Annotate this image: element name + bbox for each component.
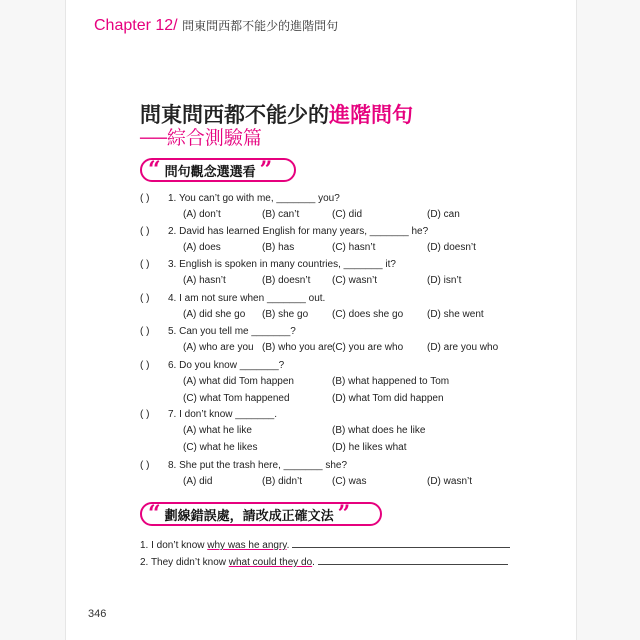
answer-option[interactable]: (C) what he likes bbox=[183, 442, 258, 453]
answer-option[interactable]: (A) did she go bbox=[183, 309, 246, 320]
question-text: 3. English is spoken in many countries, _______ it? bbox=[168, 259, 396, 270]
answer-option[interactable]: (C) what Tom happened bbox=[183, 393, 290, 404]
answer-option[interactable]: (D) what Tom did happen bbox=[332, 393, 444, 404]
answer-blank[interactable]: ( ) bbox=[140, 293, 150, 304]
correction-pre: 1. I don’t know bbox=[140, 540, 208, 551]
question-stem bbox=[140, 409, 277, 421]
answer-option[interactable]: (D) he likes what bbox=[332, 442, 407, 453]
correction-underlined: what could they do bbox=[228, 557, 313, 568]
question-text: 8. She put the trash here, _______ she? bbox=[168, 460, 348, 471]
question-text: 4. I am not sure when _______ out. bbox=[168, 293, 326, 304]
question-text: 5. Can you tell me _______? bbox=[168, 326, 296, 337]
answer-option[interactable]: (B) didn’t bbox=[262, 476, 303, 487]
answer-option[interactable]: (C) wasn’t bbox=[332, 275, 378, 286]
page-title bbox=[140, 104, 413, 128]
chapter-slash: / bbox=[173, 17, 178, 34]
answer-option[interactable]: (C) was bbox=[332, 476, 367, 487]
section-heading-choice bbox=[140, 158, 296, 182]
answer-option[interactable]: (B) what happened to Tom bbox=[332, 376, 450, 387]
quote-close-icon: ” bbox=[259, 157, 273, 183]
answer-blank[interactable]: ( ) bbox=[140, 193, 150, 204]
answer-option[interactable]: (A) what he like bbox=[183, 425, 252, 436]
chapter-title: 問東問西都不能少的進階問句 bbox=[182, 19, 339, 33]
question-stem bbox=[140, 226, 428, 238]
answer-option[interactable]: (D) are you who bbox=[427, 342, 499, 353]
title-main: 問東問西都不能少的 bbox=[140, 104, 329, 127]
answer-option[interactable]: (A) did bbox=[183, 476, 213, 487]
answer-blank[interactable]: ( ) bbox=[140, 460, 150, 471]
answer-option[interactable]: (D) can bbox=[427, 209, 460, 220]
answer-option[interactable]: (B) what does he like bbox=[332, 425, 426, 436]
answer-blank[interactable]: ( ) bbox=[140, 259, 150, 270]
answer-line[interactable] bbox=[318, 555, 508, 565]
question-stem bbox=[140, 193, 340, 205]
page-number: 346 bbox=[88, 608, 107, 620]
correction-item bbox=[140, 555, 508, 569]
answer-blank[interactable]: ( ) bbox=[140, 360, 150, 371]
answer-option[interactable]: (B) she go bbox=[262, 309, 309, 320]
answer-option[interactable]: (A) what did Tom happen bbox=[183, 376, 294, 387]
answer-blank[interactable]: ( ) bbox=[140, 226, 150, 237]
answer-option[interactable]: (D) isn’t bbox=[427, 275, 462, 286]
question-stem bbox=[140, 460, 347, 472]
quote-open-icon: “ bbox=[148, 157, 161, 183]
answer-option[interactable]: (D) she went bbox=[427, 309, 484, 320]
question-text: 7. I don’t know _______. bbox=[168, 409, 277, 420]
answer-option[interactable]: (A) hasn’t bbox=[183, 275, 226, 286]
section-heading-label: 劃線錯誤處，請改成正確文法 bbox=[164, 507, 334, 523]
chapter-header bbox=[94, 17, 338, 35]
question-stem bbox=[140, 360, 284, 372]
right-margin bbox=[576, 0, 640, 640]
question-text: 6. Do you know _______? bbox=[168, 360, 285, 371]
title-highlight: 進階問句 bbox=[329, 104, 413, 127]
page-subtitle: ──綜合測驗篇 bbox=[140, 128, 262, 149]
answer-blank[interactable]: ( ) bbox=[140, 326, 150, 337]
answer-line[interactable] bbox=[292, 538, 510, 548]
question-stem bbox=[140, 293, 325, 305]
correction-post: . bbox=[312, 557, 315, 568]
quote-close-icon: ” bbox=[337, 501, 351, 527]
correction-underlined: why was he angry bbox=[207, 540, 287, 551]
correction-pre: 2. They didn’t know bbox=[140, 557, 229, 568]
answer-blank[interactable]: ( ) bbox=[140, 409, 150, 420]
answer-option[interactable]: (C) did bbox=[332, 209, 363, 220]
quote-open-icon: “ bbox=[148, 501, 161, 527]
chapter-number: Chapter 12 bbox=[94, 17, 174, 34]
question-text: 1. You can’t go with me, _______ you? bbox=[168, 193, 340, 204]
answer-option[interactable]: (B) can’t bbox=[262, 209, 300, 220]
correction-item bbox=[140, 538, 510, 552]
answer-option[interactable]: (D) doesn’t bbox=[427, 242, 476, 253]
question-stem bbox=[140, 326, 296, 338]
answer-option[interactable]: (B) doesn’t bbox=[262, 275, 311, 286]
question-text: 2. David has learned English for many years, _______ he? bbox=[168, 226, 429, 237]
answer-option[interactable]: (C) hasn’t bbox=[332, 242, 376, 253]
answer-option[interactable]: (C) does she go bbox=[332, 309, 404, 320]
section-heading-label: 問句觀念選選看 bbox=[164, 163, 256, 179]
answer-option[interactable]: (A) does bbox=[183, 242, 221, 253]
answer-option[interactable]: (B) who you are bbox=[262, 342, 333, 353]
correction-post: . bbox=[286, 540, 290, 551]
answer-option[interactable]: (B) has bbox=[262, 242, 295, 253]
question-stem bbox=[140, 259, 396, 271]
answer-option[interactable]: (A) who are you bbox=[183, 342, 254, 353]
answer-option[interactable]: (C) you are who bbox=[332, 342, 404, 353]
answer-option[interactable]: (A) don’t bbox=[183, 209, 221, 220]
answer-option[interactable]: (D) wasn’t bbox=[427, 476, 473, 487]
section-heading-correction bbox=[140, 502, 382, 526]
left-margin bbox=[0, 0, 66, 640]
